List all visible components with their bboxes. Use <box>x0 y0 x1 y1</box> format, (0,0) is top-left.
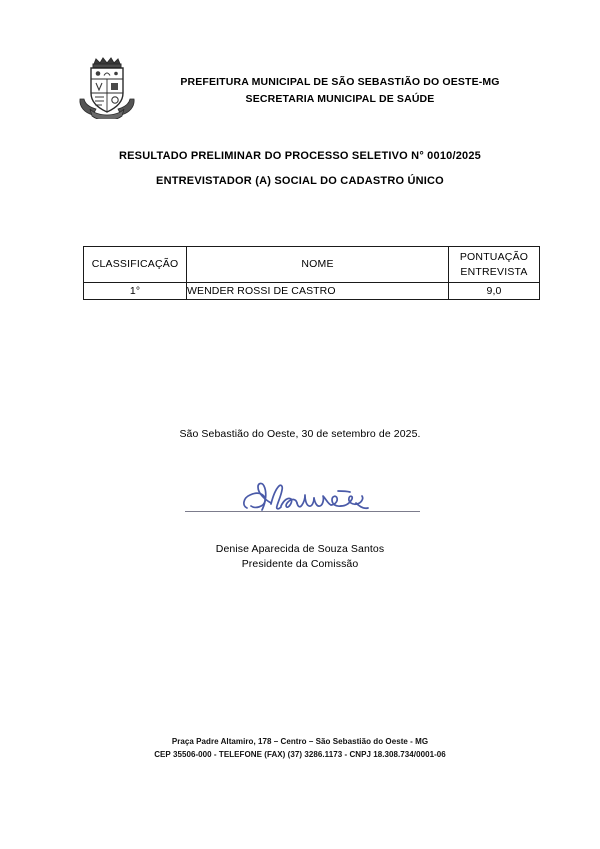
header-text-block <box>150 74 530 108</box>
table-row <box>84 283 540 300</box>
cell-classification: 1° <box>84 283 187 300</box>
column-header-score-line1: PONTUAÇÃO <box>459 250 529 263</box>
document-header <box>0 52 600 122</box>
footer-contact: CEP 35506-000 - TELEFONE (FAX) (37) 3286.1173 - CNPJ 18.308.734/0001-06 <box>154 750 446 759</box>
signer-role: Presidente da Comissão <box>241 558 359 570</box>
signature-block <box>0 478 600 578</box>
document-footer <box>0 735 600 761</box>
column-header-score <box>449 247 540 283</box>
signature-line <box>185 511 420 512</box>
footer-address: Praça Padre Altamiro, 178 – Centro – São Sebastião do Oeste - MG <box>171 737 429 746</box>
cell-score: 9,0 <box>449 283 540 300</box>
results-table <box>83 246 540 300</box>
title-line-1: RESULTADO PRELIMINAR DO PROCESSO SELETIVO N° 0010/2025 <box>119 150 481 162</box>
coat-of-arms-icon <box>76 55 138 119</box>
column-header-score-line2: ENTREVISTA <box>460 265 528 278</box>
cell-name: WENDER ROSSI DE CASTRO <box>187 283 449 300</box>
column-header-classification: CLASSIFICAÇÃO <box>84 247 187 283</box>
document-title <box>0 144 600 194</box>
date-line: São Sebastião do Oeste, 30 de setembro de 2025. <box>179 428 421 440</box>
signer-info <box>0 542 600 572</box>
column-header-name: NOME <box>187 247 449 283</box>
signer-name: Denise Aparecida de Souza Santos <box>215 543 385 555</box>
table-header-row <box>84 247 540 283</box>
header-line-1: PREFEITURA MUNICIPAL DE SÃO SEBASTIÃO DO OESTE-MG <box>180 76 500 88</box>
title-line-2: ENTREVISTADOR (A) SOCIAL DO CADASTRO ÚNICO <box>156 175 444 187</box>
header-line-2: SECRETARIA MUNICIPAL DE SAÚDE <box>245 93 435 105</box>
